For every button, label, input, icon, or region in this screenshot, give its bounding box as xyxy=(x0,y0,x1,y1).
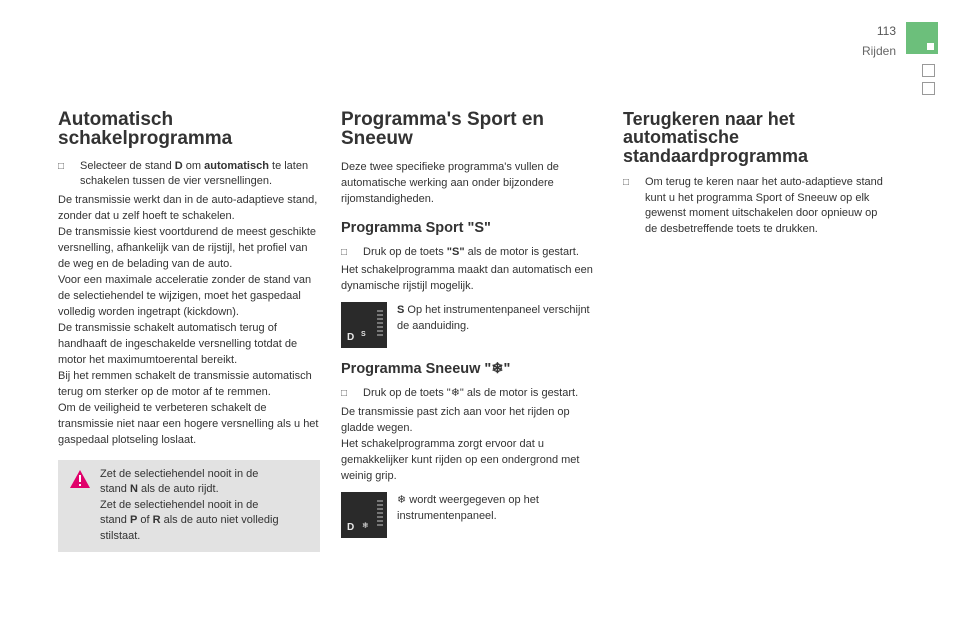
automatic-paragraph-2: De transmissie kiest voortdurend de meest geschikte versnelling, afhankelijk van de rijstijl, het profiel van de weg en de belading van de auto. xyxy=(58,225,317,270)
sport-bullet: □ Druk op de toets "S" als de motor is gestart. xyxy=(341,245,603,261)
programs-intro: Deze twee specifieke programma's vullen de automatische werking aan onder bijzondere rijomstandigheden. xyxy=(341,160,559,205)
return-bullet: □ Om terug te keren naar het auto-adaptieve stand kunt u het programma Sport of Sneeuw op elk gewenst moment uitschakelen door opnieuw op de desbetreffende toets te drukken. xyxy=(623,175,885,237)
snowflake-icon: ❄ xyxy=(450,387,460,400)
nav-square-2 xyxy=(922,82,935,95)
snowflake-icon: ❄ xyxy=(491,361,504,378)
column-automatic xyxy=(58,110,320,552)
bullet-mark: □ xyxy=(58,160,65,172)
automatic-paragraph-4: De transmissie schakelt automatisch terug of handhaaft de ingeschakelde versnelling totdat de motor het maximumtoerental bereikt. xyxy=(58,321,298,366)
nav-square-1 xyxy=(922,64,935,77)
bullet-mark: □ xyxy=(341,388,348,400)
column-return xyxy=(623,110,885,239)
snow-paragraph-2: Het schakelprogramma zorgt ervoor dat u gemakkelijker kunt rijden op een ondergrond met weinig grip. xyxy=(341,437,580,482)
snowflake-icon: ❄ xyxy=(362,520,369,530)
sport-dashboard-image: D S xyxy=(341,302,387,348)
automatic-title: Automatisch schakelprogramma xyxy=(58,109,233,150)
snowflake-icon: ❄ xyxy=(397,493,407,506)
snow-display-row xyxy=(341,492,603,538)
snow-bullet: □ Druk op de toets "❄" als de motor is gestart. xyxy=(341,386,603,402)
bullet-mark: □ xyxy=(623,177,630,189)
automatic-bullet: □ Selecteer de stand D om automatisch te laten schakelen tussen de vier versnellingen. xyxy=(58,159,320,190)
snow-dashboard-image: D ❄ xyxy=(341,492,387,538)
chapter-tab-marker xyxy=(927,43,934,50)
automatic-paragraph-5: Bij het remmen schakelt de transmissie automatisch terug om sterker op de motor af te remmen. xyxy=(58,369,312,398)
sport-display-text: S Op het instrumentenpaneel verschijnt de aanduiding. xyxy=(397,304,590,333)
snow-heading: Programma Sneeuw "❄" xyxy=(341,361,511,378)
sport-paragraph: Het schakelprogramma maakt dan automatisch een dynamische rijstijl mogelijk. xyxy=(341,264,593,293)
snow-paragraph-1: De transmissie past zich aan voor het rijden op gladde wegen. xyxy=(341,405,570,434)
sport-display-row xyxy=(341,302,603,348)
automatic-paragraph-3: Voor een maximale acceleratie zonder de stand van de selectiehendel te wijzigen, moet het gaspedaal volledig worden ingetrapt (kickdown). xyxy=(58,273,312,318)
automatic-paragraph-6: Om de veiligheid te verbeteren schakelt de transmissie niet naar een hogere versnelling als u het gaspedaal plotseling loslaat. xyxy=(58,401,319,446)
bullet-mark: □ xyxy=(341,246,348,258)
automatic-paragraph-1: De transmissie werkt dan in de auto-adaptieve stand, zonder dat u zelf hoeft te schakelen. xyxy=(58,193,318,222)
snow-display-text: ❄ wordt weergegeven op het instrumentenpaneel. xyxy=(397,493,539,522)
sport-heading: Programma Sport "S" xyxy=(341,219,491,236)
warning-icon xyxy=(70,467,92,545)
warning-text: Zet de selectiehendel nooit in de stand N als de auto rijdt. Zet de selectiehendel nooit in de stand P of R als de auto niet volledig stilstaat. xyxy=(100,467,279,542)
programs-title: Programma's Sport en Sneeuw xyxy=(341,109,545,150)
column-programs xyxy=(341,110,603,550)
return-title: Terugkeren naar het automatische standaardprogramma xyxy=(623,109,809,166)
section-title: Rijden xyxy=(861,44,896,58)
page-number: 113 xyxy=(876,24,896,38)
warning-box xyxy=(58,460,320,553)
chapter-tab xyxy=(906,22,938,54)
